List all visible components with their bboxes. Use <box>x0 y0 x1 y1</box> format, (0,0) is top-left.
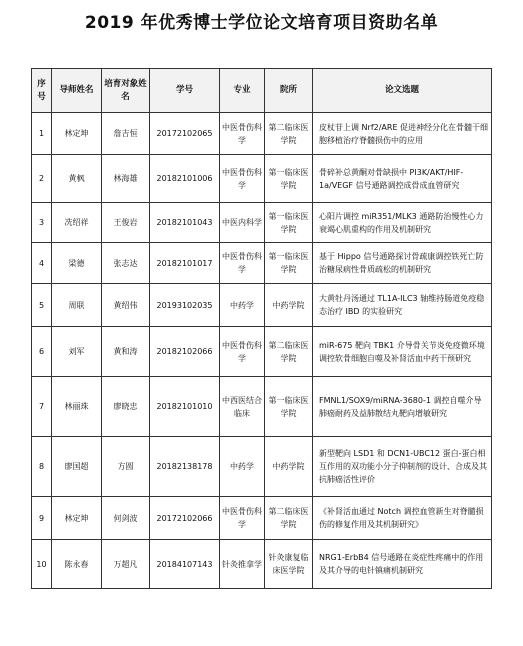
cell-mentor: 陈永春 <box>52 540 102 589</box>
header-topic: 论文选题 <box>313 69 492 113</box>
cell-mentor: 廖国超 <box>52 437 102 497</box>
cell-school: 中药学院 <box>265 284 313 327</box>
cell-major: 中医骨伤科学 <box>220 497 265 540</box>
cell-major: 中药学 <box>220 284 265 327</box>
cell-student: 黄绍伟 <box>102 284 150 327</box>
cell-index: 2 <box>32 155 52 203</box>
table-row <box>32 327 492 377</box>
table-row <box>32 497 492 540</box>
cell-school: 针灸康复临床医学院 <box>265 540 313 589</box>
cell-student: 廖晓忠 <box>102 377 150 437</box>
cell-student: 林海雄 <box>102 155 150 203</box>
cell-school: 第二临床医学院 <box>265 327 313 377</box>
cell-student-id: 20184107143 <box>150 540 220 589</box>
cell-mentor: 冼绍祥 <box>52 203 102 243</box>
cell-student: 张志达 <box>102 243 150 284</box>
cell-topic: 大黄牡丹汤通过 TL1A-ILC3 轴维持肠道免疫稳态治疗 IBD 的实验研究 <box>313 284 492 327</box>
table-row <box>32 284 492 327</box>
table-row <box>32 113 492 155</box>
cell-index: 10 <box>32 540 52 589</box>
cell-topic: FMNL1/SOX9/miRNA-3680-1 调控自噬介导肺癌耐药及益肺散结丸靶向增敏研究 <box>313 377 492 437</box>
cell-student-id: 20172102066 <box>150 497 220 540</box>
cell-index: 7 <box>32 377 52 437</box>
cell-topic: 基于 Hippo 信号通路探讨骨疏康调控铁死亡防治糖尿病性骨质疏松的机制研究 <box>313 243 492 284</box>
cell-topic: 骨碎补总黄酮对骨缺损中 PI3K/AKT/HIF-1a/VEGF 信号通路调控成骨成血管研究 <box>313 155 492 203</box>
cell-topic: miR-675 靶向 TBK1 介导骨关节炎免疫微环境调控软骨细胞自噬及补肾活血中药干预研究 <box>313 327 492 377</box>
header-student: 培育对象姓名 <box>102 69 150 113</box>
cell-student-id: 20193102035 <box>150 284 220 327</box>
cell-school: 第二临床医学院 <box>265 113 313 155</box>
table-row <box>32 243 492 284</box>
table-row <box>32 437 492 497</box>
header-mentor: 导师姓名 <box>52 69 102 113</box>
cell-student: 詹吉恒 <box>102 113 150 155</box>
cell-student-id: 20182102066 <box>150 327 220 377</box>
cell-topic: 新型靶向 LSD1 和 DCN1-UBC12 蛋白-蛋白相互作用的双功能小分子抑制剂的设计、合成及其抗肺癌活性评价 <box>313 437 492 497</box>
cell-mentor: 林定坤 <box>52 497 102 540</box>
cell-major: 中医骨伤科学 <box>220 327 265 377</box>
table-row <box>32 377 492 437</box>
cell-school: 第一临床医学院 <box>265 203 313 243</box>
header-major: 专业 <box>220 69 265 113</box>
table-row <box>32 155 492 203</box>
cell-index: 8 <box>32 437 52 497</box>
cell-school: 第一临床医学院 <box>265 155 313 203</box>
cell-student: 王俊岩 <box>102 203 150 243</box>
funding-list-table <box>31 68 492 589</box>
cell-student-id: 20182101006 <box>150 155 220 203</box>
cell-major: 中医骨伤科学 <box>220 113 265 155</box>
cell-major: 中药学 <box>220 437 265 497</box>
cell-school: 中药学院 <box>265 437 313 497</box>
cell-school: 第二临床医学院 <box>265 497 313 540</box>
cell-student-id: 20172102065 <box>150 113 220 155</box>
cell-index: 9 <box>32 497 52 540</box>
cell-index: 1 <box>32 113 52 155</box>
cell-student-id: 20182101010 <box>150 377 220 437</box>
cell-topic: 《补肾活血通过 Notch 调控血管新生对脊髓损伤的修复作用及其机制研究》 <box>313 497 492 540</box>
cell-major: 针灸推拿学 <box>220 540 265 589</box>
cell-school: 第一临床医学院 <box>265 243 313 284</box>
cell-index: 3 <box>32 203 52 243</box>
cell-student: 方圆 <box>102 437 150 497</box>
cell-student-id: 20182101043 <box>150 203 220 243</box>
header-index: 序号 <box>32 69 52 113</box>
header-school: 院所 <box>265 69 313 113</box>
cell-student: 黄和涛 <box>102 327 150 377</box>
cell-student: 何剑波 <box>102 497 150 540</box>
table-header-row <box>32 69 492 113</box>
page-title: 2019 年优秀博士学位论文培育项目资助名单 <box>84 13 439 33</box>
cell-major: 中医内科学 <box>220 203 265 243</box>
cell-topic: 皮杖苷上调 Nrf2/ARE 促进神经分化在骨髓干细胞移植治疗脊髓损伤中的应用 <box>313 113 492 155</box>
cell-index: 4 <box>32 243 52 284</box>
cell-major: 中医骨伤科学 <box>220 155 265 203</box>
cell-index: 6 <box>32 327 52 377</box>
cell-mentor: 刘军 <box>52 327 102 377</box>
cell-topic: NRG1-ErbB4 信号通路在炎症性疼痛中的作用及其介导的电针镇痛机制研究 <box>313 540 492 589</box>
cell-mentor: 林定坤 <box>52 113 102 155</box>
header-student-id: 学号 <box>150 69 220 113</box>
table-row <box>32 203 492 243</box>
cell-student-id: 20182138178 <box>150 437 220 497</box>
cell-topic: 心阳片调控 miR351/MLK3 通路防治慢性心力衰竭心肌重构的作用及机制研究 <box>313 203 492 243</box>
cell-index: 5 <box>32 284 52 327</box>
table-row <box>32 540 492 589</box>
cell-student-id: 20182101017 <box>150 243 220 284</box>
cell-major: 中医骨伤科学 <box>220 243 265 284</box>
cell-student: 万超凡 <box>102 540 150 589</box>
cell-mentor: 梁德 <box>52 243 102 284</box>
cell-mentor: 周联 <box>52 284 102 327</box>
cell-mentor: 黄枫 <box>52 155 102 203</box>
cell-school: 第一临床医学院 <box>265 377 313 437</box>
cell-major: 中西医结合临床 <box>220 377 265 437</box>
cell-mentor: 林丽珠 <box>52 377 102 437</box>
